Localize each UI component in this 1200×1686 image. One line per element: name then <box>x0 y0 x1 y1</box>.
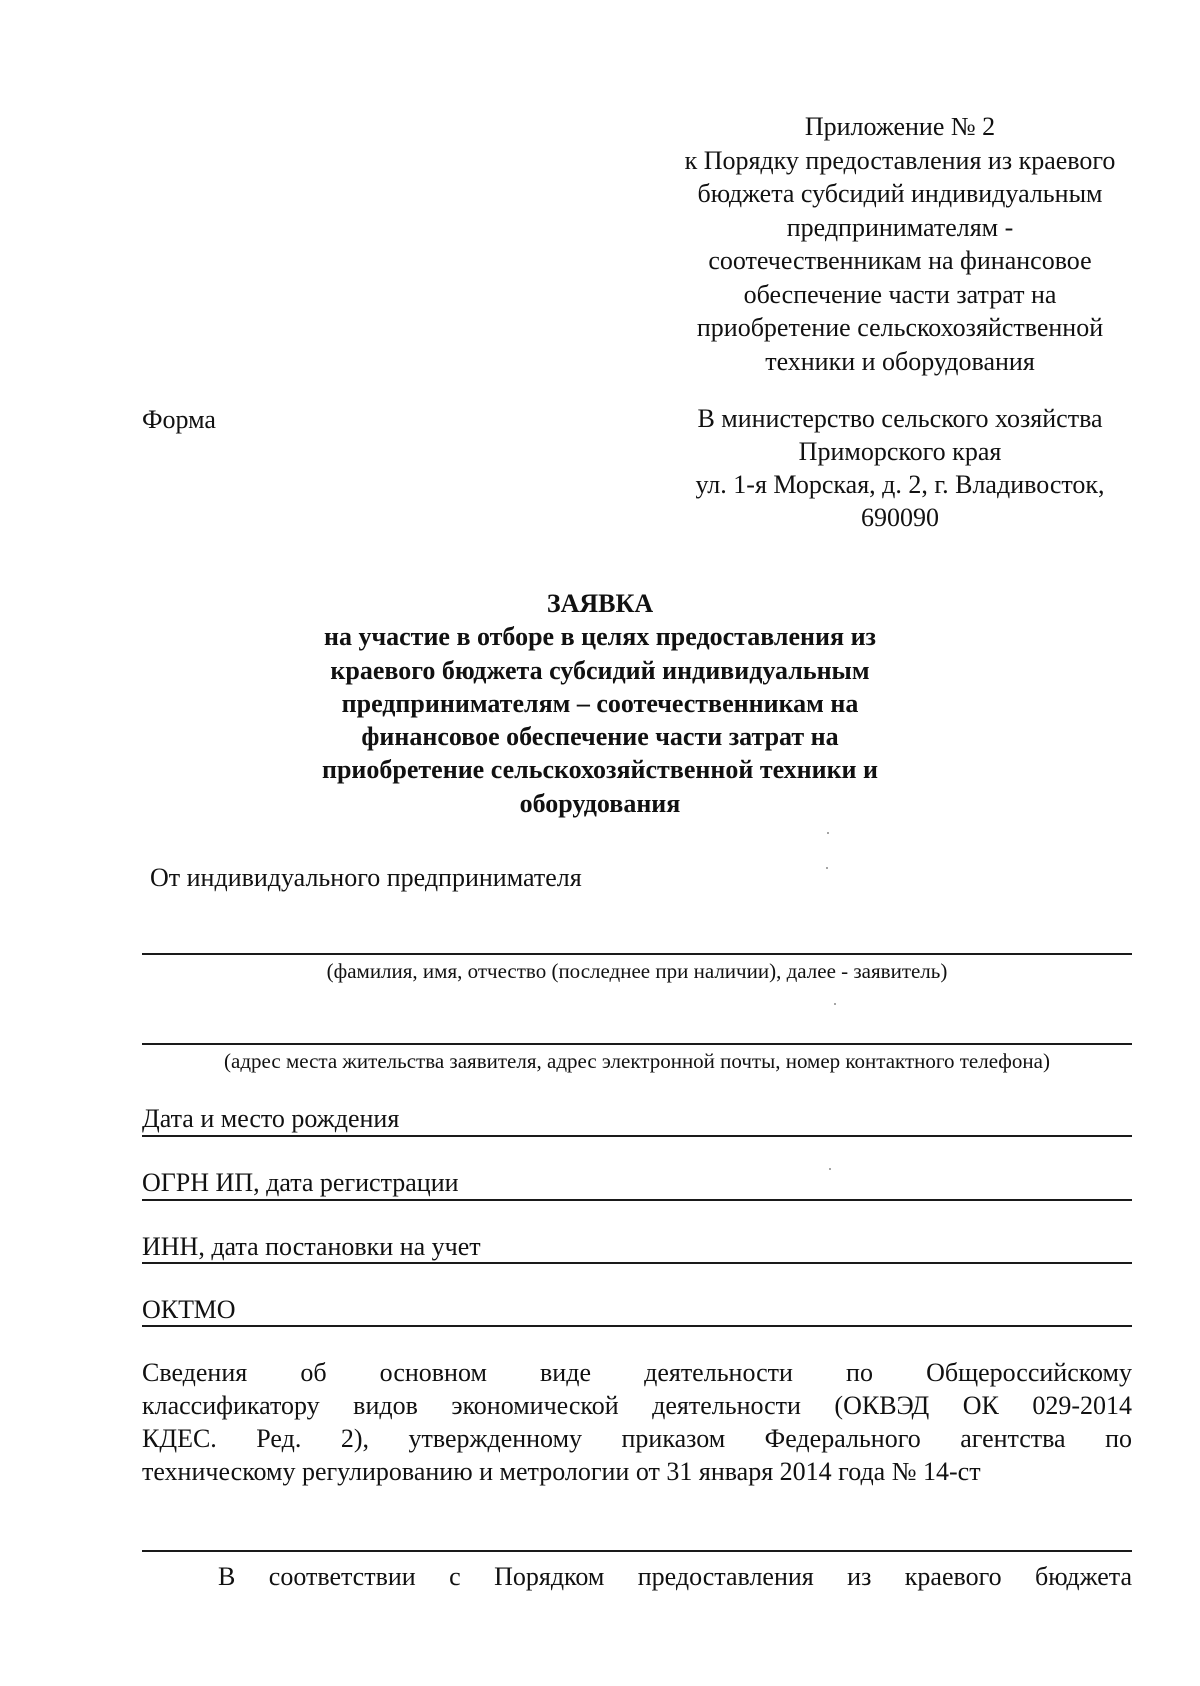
okved-line: техническому регулированию и метрологии от 31 января 2014 года № 14-ст <box>142 1457 981 1486</box>
appendix-header <box>640 110 1160 378</box>
appendix-line: предпринимателям - <box>786 212 1014 242</box>
title-line: краевого бюджета субсидий индивидуальным <box>330 655 870 685</box>
ogrn-field-line <box>142 1199 1132 1201</box>
appendix-line: бюджета субсидий индивидуальным <box>697 179 1103 208</box>
from-applicant-label: От индивидуального предпринимателя <box>150 863 582 892</box>
okved-paragraph <box>142 1356 1132 1488</box>
addressee-line: 690090 <box>861 503 939 532</box>
appendix-line: к Порядку предоставления из краевого <box>684 145 1116 175</box>
title-line: приобретение сельскохозяйственной техники и <box>321 755 879 785</box>
applicant-address-line <box>142 1043 1132 1045</box>
birth-field-line <box>142 1135 1132 1137</box>
scan-speck <box>827 832 829 834</box>
appendix-line: Приложение № 2 <box>804 112 996 141</box>
appendix-line: техники и оборудования <box>765 346 1035 376</box>
oktmo-field-line <box>142 1325 1132 1327</box>
okved-answer-line <box>142 1550 1132 1552</box>
title-heading: ЗАЯВКА <box>546 589 654 618</box>
addressee-block <box>640 402 1160 534</box>
appendix-line: обеспечение части затрат на <box>743 279 1057 309</box>
scan-speck <box>826 867 828 869</box>
appendix-line: соотечественникам на финансовое <box>708 246 1092 275</box>
applicant-name-line <box>142 953 1132 955</box>
addressee-line: ул. 1-я Морская, д. 2, г. Владивосток, <box>695 470 1105 499</box>
form-label: Форма <box>142 405 216 434</box>
okved-line: классификатору видов экономической деятельности (ОКВЭД ОК 029-2014 <box>142 1391 1132 1420</box>
title-line: предпринимателям – соотечественникам на <box>341 688 859 718</box>
inn-field-label: ИНН, дата постановки на учет <box>142 1232 481 1261</box>
birth-field-label: Дата и место рождения <box>142 1104 400 1133</box>
scan-speck <box>829 1168 831 1170</box>
appendix-line: приобретение сельскохозяйственной <box>696 313 1104 342</box>
inn-field-line <box>142 1262 1132 1264</box>
okved-line: Сведения об основном виде деятельности по Общероссийскому <box>142 1358 1132 1387</box>
addressee-line: В министерство сельского хозяйства <box>697 404 1103 433</box>
applicant-address-caption: (адрес места жительства заявителя, адрес электронной почты, номер контактного телефона) <box>224 1049 1050 1073</box>
ogrn-field-label: ОГРН ИП, дата регистрации <box>142 1168 459 1197</box>
title-line: финансовое обеспечение части затрат на <box>361 722 839 752</box>
addressee-line: Приморского края <box>798 437 1002 466</box>
scan-speck <box>834 1003 836 1005</box>
closing-paragraph: В соответствии с Порядком предоставления из краевого бюджета <box>218 1562 1132 1591</box>
oktmo-field-label: ОКТМО <box>142 1295 236 1324</box>
document-title <box>240 587 960 820</box>
title-line: на участие в отборе в целях предоставления из <box>323 622 877 652</box>
title-line: оборудования <box>519 788 681 818</box>
applicant-name-caption: (фамилия, имя, отчество (последнее при наличии), далее - заявитель) <box>326 959 948 983</box>
okved-line: КДЕС. Ред. 2), утвержденному приказом Федерального агентства по <box>142 1424 1132 1453</box>
